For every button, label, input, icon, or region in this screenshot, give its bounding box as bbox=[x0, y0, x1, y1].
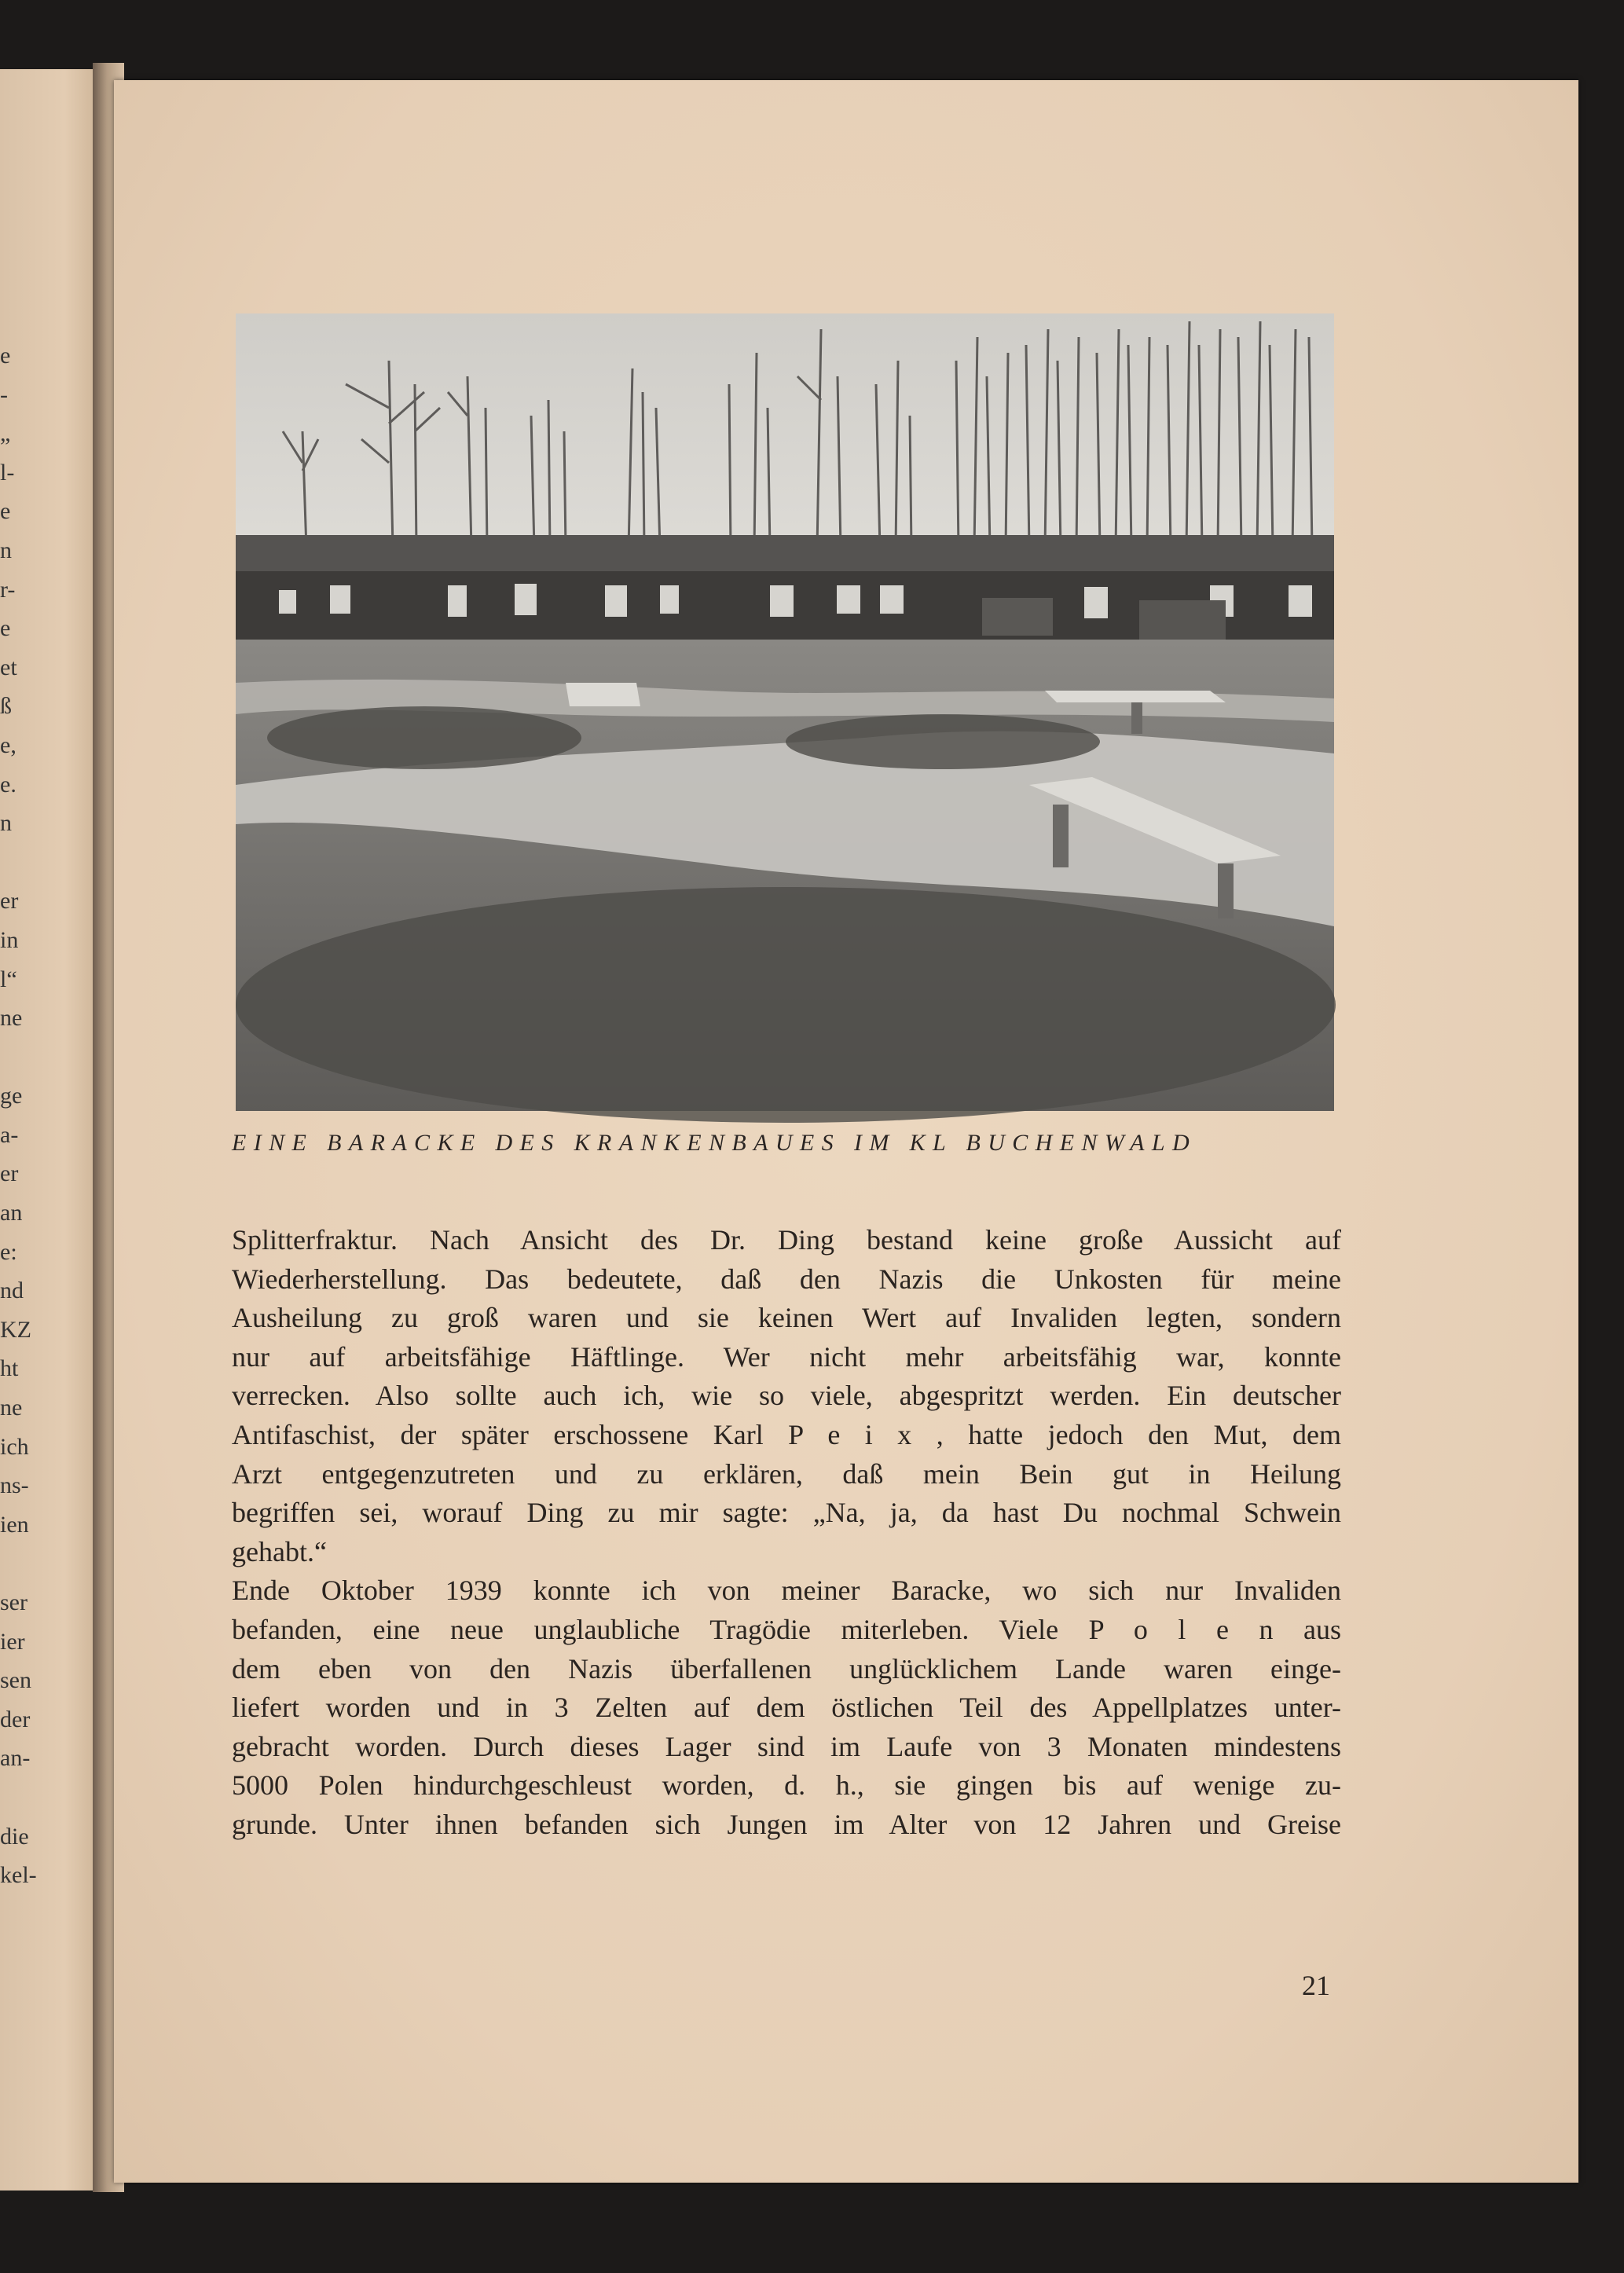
fragment: in bbox=[0, 926, 19, 953]
fragment: die bbox=[0, 1823, 29, 1850]
fragment: ns- bbox=[0, 1472, 29, 1499]
fragment bbox=[0, 843, 25, 882]
fragment: ht bbox=[0, 1355, 19, 1382]
fragment bbox=[0, 1038, 25, 1077]
fragment: r- bbox=[0, 576, 16, 603]
fragment: ier bbox=[0, 1628, 25, 1655]
fragment: ge bbox=[0, 1083, 23, 1109]
fragment: an bbox=[0, 1200, 23, 1226]
fragment: - bbox=[0, 381, 8, 408]
fragment: KZ bbox=[0, 1316, 31, 1343]
fragment: a- bbox=[0, 1121, 19, 1148]
text-line: Ende Oktober 1939 konnte ich von meiner Baracke, wo sich nur Invaliden bbox=[232, 1575, 1341, 1607]
fragment: er bbox=[0, 888, 19, 915]
fragment: er bbox=[0, 1160, 19, 1187]
fragment: ser bbox=[0, 1589, 27, 1615]
fragment: an- bbox=[0, 1745, 31, 1772]
fragment: l“ bbox=[0, 966, 17, 992]
fragment: ne bbox=[0, 1005, 23, 1032]
fragment: l- bbox=[0, 459, 15, 486]
fragment: der bbox=[0, 1706, 31, 1732]
fragment: nd bbox=[0, 1278, 24, 1304]
photo-illustration bbox=[236, 313, 1334, 1111]
left-page-text-fragments bbox=[0, 336, 37, 1895]
text-line: dem eben von den Nazis überfallenen unglücklichem Lande waren einge- bbox=[232, 1652, 1341, 1685]
text-line: Arzt entgegenzutreten und zu erklären, daß mein Bein gut in Heilung bbox=[232, 1457, 1341, 1490]
text-line: liefert worden und in 3 Zelten auf dem östlichen Teil des Appellplatzes unter- bbox=[232, 1692, 1341, 1724]
fragment: ne bbox=[0, 1395, 23, 1421]
fragment: e: bbox=[0, 1238, 17, 1265]
page-number: 21 bbox=[1302, 1970, 1330, 2001]
fragment: sen bbox=[0, 1667, 31, 1694]
fragment: e bbox=[0, 343, 11, 368]
fragment: n bbox=[0, 537, 12, 563]
text-line: verrecken. Also sollte auch ich, wie so viele, abgespritzt werden. Ein deutscher bbox=[232, 1380, 1341, 1412]
text-line: grunde. Unter ihnen befanden sich Jungen im Alter von 12 Jahren und Greise bbox=[232, 1808, 1341, 1840]
body-text bbox=[232, 1221, 1341, 1845]
fragment bbox=[0, 1544, 25, 1583]
fragment: e bbox=[0, 615, 11, 642]
barrack-photograph bbox=[236, 313, 1334, 1111]
fragment: et bbox=[0, 654, 17, 680]
text-line: begriffen sei, worauf Ding zu mir sagte: „Na, ja, da hast Du nochmal Schwein bbox=[232, 1497, 1341, 1529]
fragment: kel- bbox=[0, 1862, 37, 1889]
text-line: Ausheilung zu groß waren und sie keinen Wert auf Invaliden legten, sondern bbox=[232, 1302, 1341, 1334]
fragment: ien bbox=[0, 1511, 29, 1538]
fragment: e, bbox=[0, 731, 16, 758]
text-line: Antifaschist, der später erschossene Karl P e i x , hatte jedoch den Mut, dem bbox=[232, 1418, 1341, 1450]
fragment bbox=[0, 1778, 25, 1817]
fragment: „ bbox=[0, 420, 11, 447]
text-line: gehabt.“ bbox=[232, 1535, 327, 1567]
book-page bbox=[114, 80, 1578, 2183]
text-line: gebracht worden. Durch dieses Lager sind im Laufe von 3 Monaten mindestens bbox=[232, 1730, 1341, 1762]
fragment: ich bbox=[0, 1433, 29, 1460]
text-line: befanden, eine neue unglaubliche Tragödie miterleben. Viele P o l e n aus bbox=[232, 1613, 1341, 1645]
text-line: 5000 Polen hindurchgeschleust worden, d. h., sie gingen bis auf wenige zu- bbox=[232, 1769, 1341, 1802]
fragment: n bbox=[0, 810, 12, 837]
fragment: e. bbox=[0, 771, 16, 797]
fragment: ß bbox=[0, 693, 12, 720]
text-line: Wiederherstellung. Das bedeutete, daß den Nazis die Unkosten für meine bbox=[232, 1263, 1341, 1295]
fragment: e bbox=[0, 498, 11, 525]
photo-caption: EINE BARACKE DES KRANKENBAUES IM KL BUCHENWALD bbox=[232, 1130, 1197, 1156]
text-line: nur auf arbeitsfähige Häftlinge. Wer nicht mehr arbeitsfähig war, konnte bbox=[232, 1340, 1341, 1373]
text-line: Splitterfraktur. Nach Ansicht des Dr. Ding bestand keine große Aussicht auf bbox=[232, 1224, 1341, 1256]
